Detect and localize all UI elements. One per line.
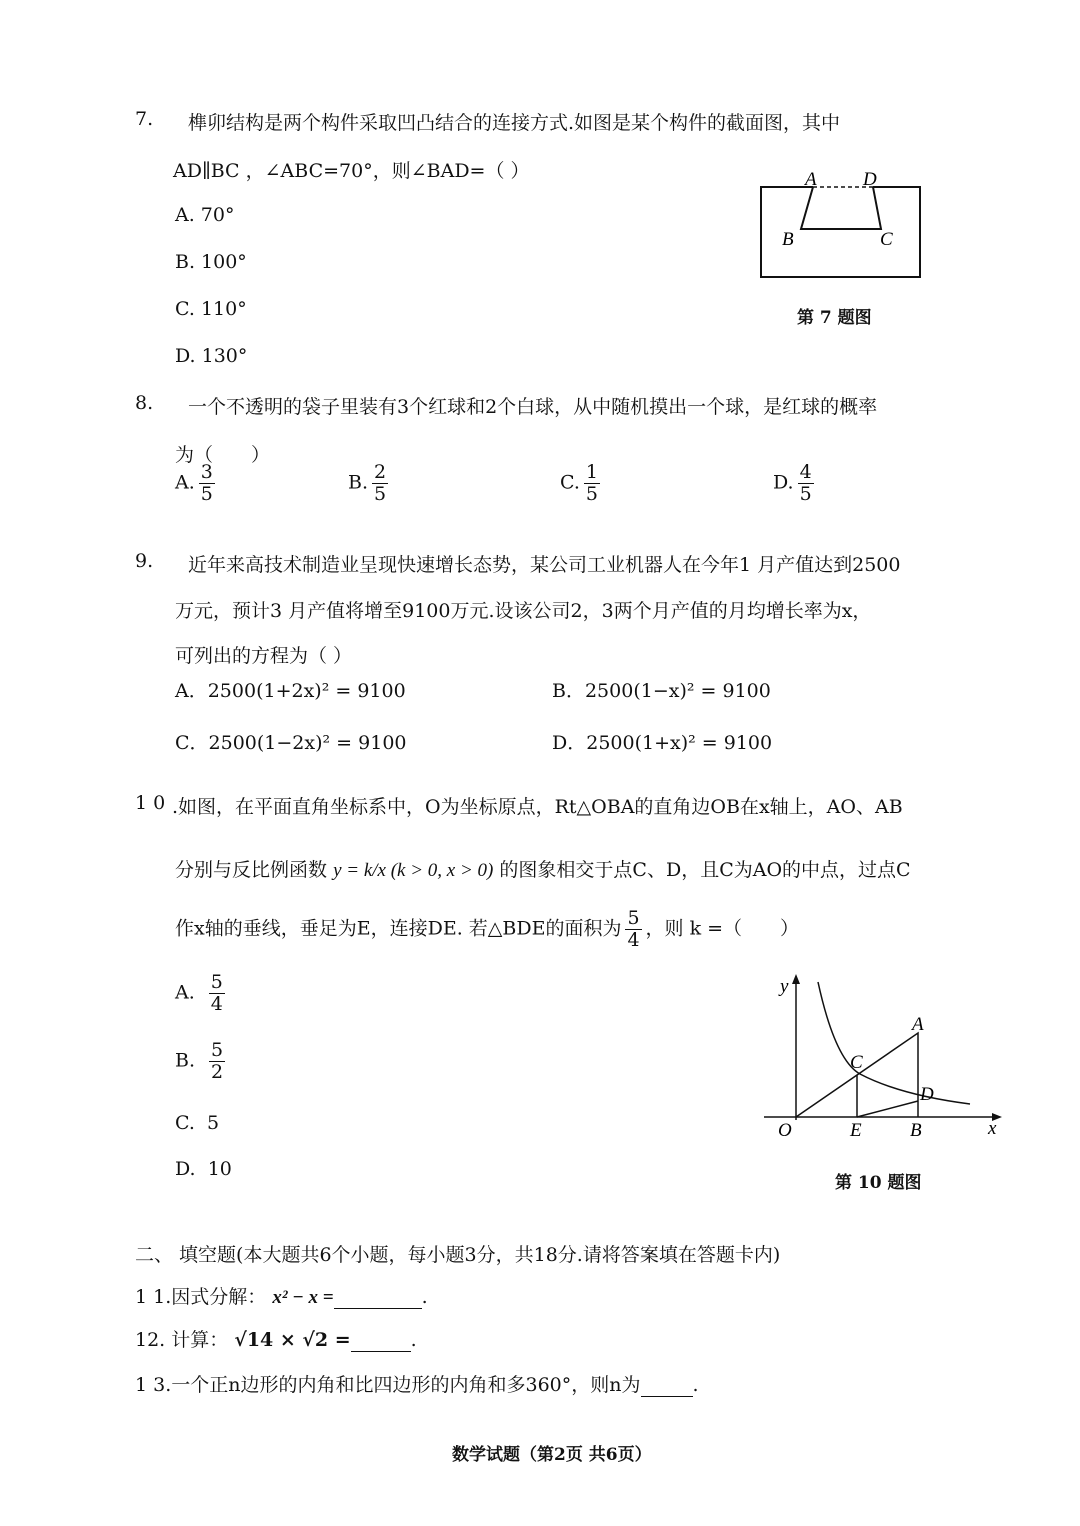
q7-option-b: B. 100° — [175, 251, 247, 273]
text: ，则 k =（ ） — [645, 917, 800, 940]
q8-text-line2: 为（ ） — [175, 444, 271, 466]
q8-option-b — [348, 462, 392, 505]
q9-number: 9. — [135, 550, 154, 572]
numerator: 4 — [799, 461, 812, 483]
option-label: B. — [175, 1049, 196, 1072]
q8-number: 8. — [135, 392, 154, 414]
option-label: A. — [175, 981, 195, 1004]
text: 的图象相交于点C、D，且C为AO的中点，过点C — [499, 859, 911, 881]
figure10-label-a: A — [912, 1014, 924, 1035]
q11: 1 1.因式分解： x² − x = . — [135, 1286, 428, 1308]
denominator: 5 — [799, 482, 812, 505]
q13-number: 1 3 — [135, 1374, 166, 1396]
figure10-label-o: O — [778, 1120, 792, 1141]
q10-option-c — [175, 1112, 219, 1134]
denominator: 5 — [374, 482, 387, 505]
q10-number: 1 0 — [135, 792, 166, 814]
text: 作x轴的垂线，垂足为E，连接DE. 若△BDE的面积为 — [175, 917, 622, 940]
q9-option-d: D．2500(1+x)² = 9100 — [552, 732, 773, 754]
denominator: 5 — [585, 482, 598, 505]
q10-option-b — [175, 1040, 229, 1083]
q7-text: 榫卯结构是两个构件采取凹凸结合的连接方式.如图是某个构件的截面图，其中 — [188, 112, 841, 134]
q7-figure-caption: 第 7 题图 — [797, 308, 872, 328]
numerator: 5 — [210, 971, 223, 993]
q7-number: 7. — [135, 108, 154, 130]
denominator: 5 — [200, 482, 213, 505]
q10-option-a — [175, 972, 229, 1015]
q9-option-b: B．2500(1−x)² = 9100 — [552, 680, 771, 702]
denominator: 4 — [210, 992, 223, 1015]
q12-number: 12. — [135, 1329, 166, 1351]
option-label: C. — [560, 471, 580, 494]
numerator: 5 — [211, 1039, 224, 1061]
q7-option-a: A. 70° — [175, 204, 235, 226]
option-label: A. — [175, 471, 195, 494]
q10-figure — [760, 970, 1010, 1145]
q9-text-line3: 可列出的方程为（ ） — [175, 645, 353, 667]
q7-figure — [755, 165, 930, 285]
option-label: D. — [773, 471, 794, 494]
q8-option-d — [773, 462, 818, 505]
figure10-label-x: x — [988, 1118, 997, 1139]
answer-blank[interactable] — [351, 1351, 411, 1352]
numerator: 5 — [627, 907, 640, 929]
option-label: C. — [175, 1112, 195, 1134]
q13: 1 3.一个正n边形的内角和比四边形的内角和多360°，则n为 . — [135, 1374, 699, 1396]
figure10-label-c: C — [850, 1052, 863, 1073]
q10-text: .如图，在平面直角坐标系中，O为坐标原点，Rt△OBA的直角边OB在x轴上，AO、AB — [172, 796, 903, 818]
q11-text: .因式分解： — [165, 1286, 267, 1308]
option-label: B. — [348, 471, 369, 494]
section-2-title: 二、 填空题(本大题共6个小题，每小题3分，共18分.请将答案填在答题卡内) — [135, 1244, 781, 1266]
q10-figure-caption: 第 10 题图 — [835, 1173, 922, 1193]
q8-option-a — [175, 462, 219, 505]
q10-option-d — [175, 1158, 232, 1180]
function-formula: y = k/x (k > 0, x > 0) — [333, 860, 494, 881]
figure7-label-b: B — [782, 229, 794, 250]
q7-text-line2: AD∥BC ，∠ABC=70°，则∠BAD=（ ） — [173, 160, 530, 182]
numerator: 1 — [585, 461, 598, 483]
figure7-label-c: C — [880, 229, 893, 250]
text: 分别与反比例函数 — [175, 859, 328, 881]
q10-text-line2 — [175, 855, 911, 882]
answer-blank[interactable] — [334, 1308, 422, 1309]
page-footer: 数学试题（第2页 共6页） — [452, 1445, 652, 1465]
answer-blank[interactable] — [641, 1396, 693, 1397]
q11-expression: x² − x = — [272, 1287, 334, 1308]
q8-option-c — [560, 462, 604, 505]
q9-option-a: A．2500(1+2x)² = 9100 — [175, 680, 406, 702]
q12-expression: √14 × √2 = — [234, 1329, 351, 1351]
q10-text-line3 — [175, 908, 799, 951]
figure10-label-d: D — [920, 1084, 934, 1105]
figure10-label-y: y — [780, 976, 789, 997]
figure10-label-b: B — [910, 1120, 922, 1141]
figure7-label-a: A — [805, 169, 817, 190]
q8-text: 一个不透明的袋子里装有3个红球和2个白球，从中随机摸出一个球，是红球的概率 — [188, 396, 878, 418]
q11-number: 1 1 — [135, 1286, 166, 1308]
q7-option-c: C. 110° — [175, 298, 247, 320]
q9-option-c: C．2500(1−2x)² = 9100 — [175, 732, 407, 754]
q12-text: 计算： — [171, 1329, 229, 1351]
option-label: D. — [175, 1158, 196, 1180]
q13-text: .一个正n边形的内角和比四边形的内角和多360°，则n为 — [165, 1374, 641, 1396]
numerator: 2 — [374, 461, 387, 483]
q9-text-line2: 万元，预计3 月产值将增至9100万元.设该公司2，3两个月产值的月均增长率为x， — [175, 600, 872, 622]
option-value: 5 — [207, 1112, 220, 1134]
q7-option-d: D. 130° — [175, 345, 248, 367]
q12: 12. 计算： √14 × √2 = . — [135, 1329, 417, 1351]
option-value: 10 — [207, 1158, 232, 1180]
denominator: 2 — [211, 1060, 224, 1083]
denominator: 4 — [627, 928, 640, 951]
numerator: 3 — [200, 461, 213, 483]
q9-text: 近年来高技术制造业呈现快速增长态势，某公司工业机器人在今年1 月产值达到2500 — [188, 554, 901, 576]
figure7-label-d: D — [863, 169, 877, 190]
figure10-label-e: E — [850, 1120, 862, 1141]
